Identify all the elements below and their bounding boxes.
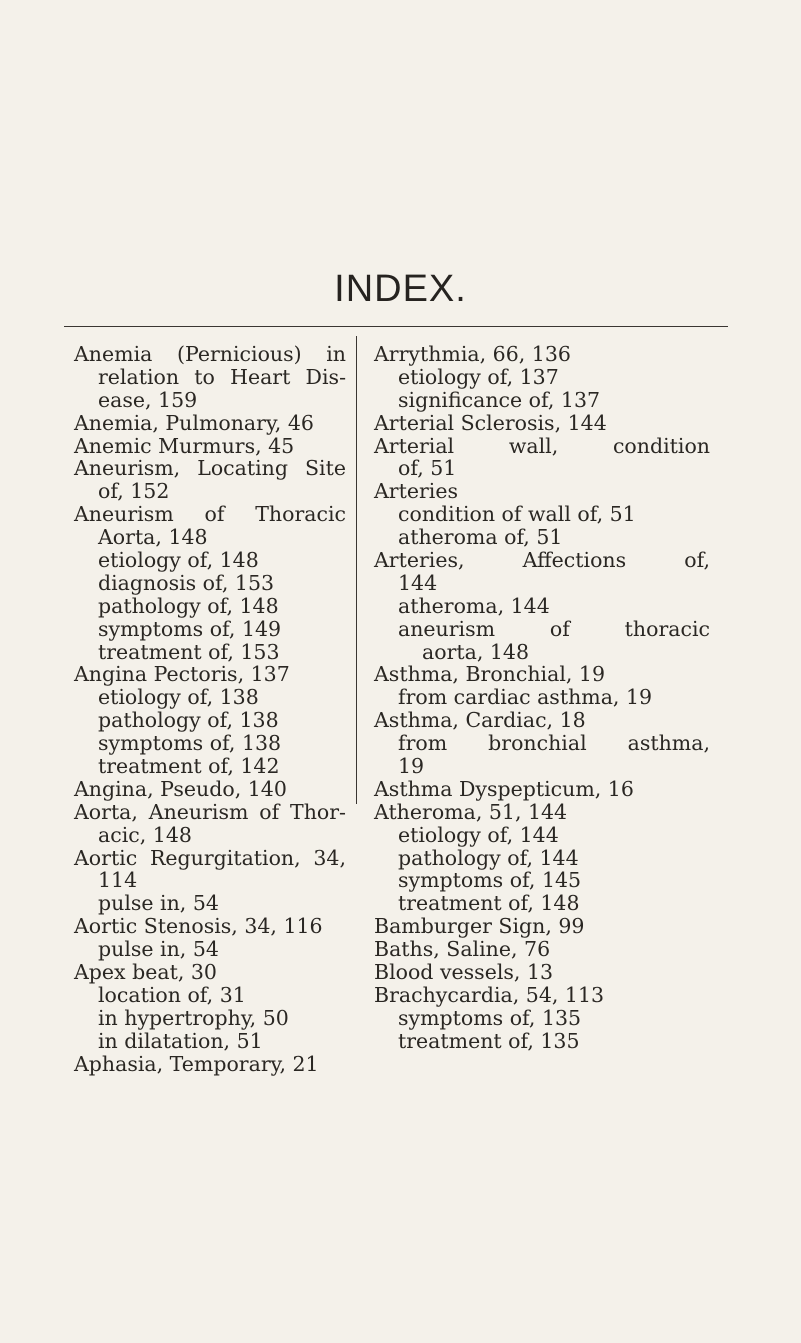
index-entry: Anemic Murmurs, 45 bbox=[74, 433, 295, 458]
index-subentry: symptoms of, 135 bbox=[398, 1005, 582, 1030]
index-subentry: pulse in, 54 bbox=[98, 937, 219, 962]
index-subentry: pathology of, 148 bbox=[98, 593, 279, 618]
index-entry: Anemia, Pulmonary, 46 bbox=[74, 410, 314, 435]
column-divider bbox=[356, 336, 357, 804]
index-entry: Asthma, Bronchial, 19 bbox=[374, 662, 606, 687]
index-subentry: etiology of, 148 bbox=[98, 548, 259, 573]
page-title: INDEX. bbox=[334, 268, 467, 310]
index-entry: Arrythmia, 66, 136 bbox=[374, 342, 571, 366]
index-subentry: pathology of, 144 bbox=[398, 845, 579, 870]
index-entry: Bamburger Sign, 99 bbox=[374, 914, 585, 939]
index-subentry: etiology of, 138 bbox=[98, 685, 259, 710]
index-entry: Asthma, Cardiac, 18 bbox=[374, 708, 586, 733]
index-entry: Atheroma, 51, 144 bbox=[374, 799, 568, 824]
index-entry: Angina Pectoris, 137 bbox=[74, 662, 290, 687]
index-entry: Asthma Dyspepticum, 16 bbox=[374, 776, 634, 801]
index-entry-continuation: of, 51 bbox=[398, 456, 457, 481]
index-subentry: symptoms of, 145 bbox=[398, 868, 582, 893]
index-subentry: symptoms of, 138 bbox=[98, 731, 282, 756]
index-subentry: atheroma of, 51 bbox=[398, 525, 563, 550]
index-entry: Aortic Regurgitation, 34, bbox=[74, 845, 346, 870]
index-entry: Angina, Pseudo, 140 bbox=[74, 776, 287, 801]
index-subentry: treatment of, 148 bbox=[398, 891, 580, 916]
index-entry: Baths, Saline, 76 bbox=[374, 937, 551, 962]
index-entry-continuation: acic, 148 bbox=[98, 822, 192, 847]
index-entry-continuation: 114 bbox=[98, 868, 138, 893]
index-subentry: etiology of, 144 bbox=[398, 822, 559, 847]
index-subentry: significance of, 137 bbox=[398, 387, 601, 412]
index-subentry: aneurism of thoracic bbox=[398, 616, 710, 641]
index-entry: Arteries bbox=[374, 479, 458, 504]
index-column-left bbox=[74, 343, 346, 1076]
index-subentry: pathology of, 138 bbox=[98, 708, 279, 733]
index-entry: Anemia (Pernicious) in bbox=[74, 342, 346, 366]
index-column-right bbox=[374, 343, 710, 1053]
index-entry: Brachycardia, 54, 113 bbox=[374, 982, 605, 1007]
index-entry: Arteries, Affections of, bbox=[374, 548, 710, 573]
index-subentry: aorta, 148 bbox=[422, 639, 529, 664]
index-entry-continuation: 144 bbox=[398, 570, 438, 595]
index-subentry: atheroma, 144 bbox=[398, 593, 550, 618]
index-subentry: from cardiac asthma, 19 bbox=[398, 685, 653, 710]
index-subentry: diagnosis of, 153 bbox=[98, 570, 275, 595]
index-entry: Aphasia, Temporary, 21 bbox=[74, 1051, 319, 1076]
index-entry-continuation: ease, 159 bbox=[98, 387, 198, 412]
index-entry-continuation: of, 152 bbox=[98, 479, 170, 504]
index-entry: Aortic Stenosis, 34, 116 bbox=[74, 914, 323, 939]
index-subentry: in dilatation, 51 bbox=[98, 1028, 263, 1053]
index-subentry: 19 bbox=[398, 754, 425, 779]
index-entry: Aneurism of Thoracic bbox=[74, 502, 346, 527]
index-subentry: from bronchial asthma, bbox=[398, 731, 710, 756]
index-subentry: treatment of, 135 bbox=[398, 1028, 580, 1053]
top-rule bbox=[64, 326, 728, 327]
index-entry: Arterial wall, condition bbox=[374, 433, 710, 458]
index-entry: Aorta, Aneurism of Thor- bbox=[74, 799, 346, 824]
index-subentry: treatment of, 153 bbox=[98, 639, 280, 664]
index-entry: Aneurism, Locating Site bbox=[74, 456, 346, 481]
index-entry-continuation: relation to Heart Dis- bbox=[98, 364, 346, 389]
index-entry-continuation: Aorta, 148 bbox=[98, 525, 208, 550]
index-subentry: symptoms of, 149 bbox=[98, 616, 282, 641]
index-subentry: location of, 31 bbox=[98, 982, 246, 1007]
index-entry: Blood vessels, 13 bbox=[374, 960, 554, 985]
index-subentry: in hypertrophy, 50 bbox=[98, 1005, 289, 1030]
index-subentry: pulse in, 54 bbox=[98, 891, 219, 916]
index-subentry: etiology of, 137 bbox=[398, 364, 559, 389]
index-entry: Arterial Sclerosis, 144 bbox=[374, 410, 607, 435]
index-subentry: treatment of, 142 bbox=[98, 754, 280, 779]
index-entry: Apex beat, 30 bbox=[74, 960, 217, 985]
index-subentry: condition of wall of, 51 bbox=[398, 502, 636, 527]
